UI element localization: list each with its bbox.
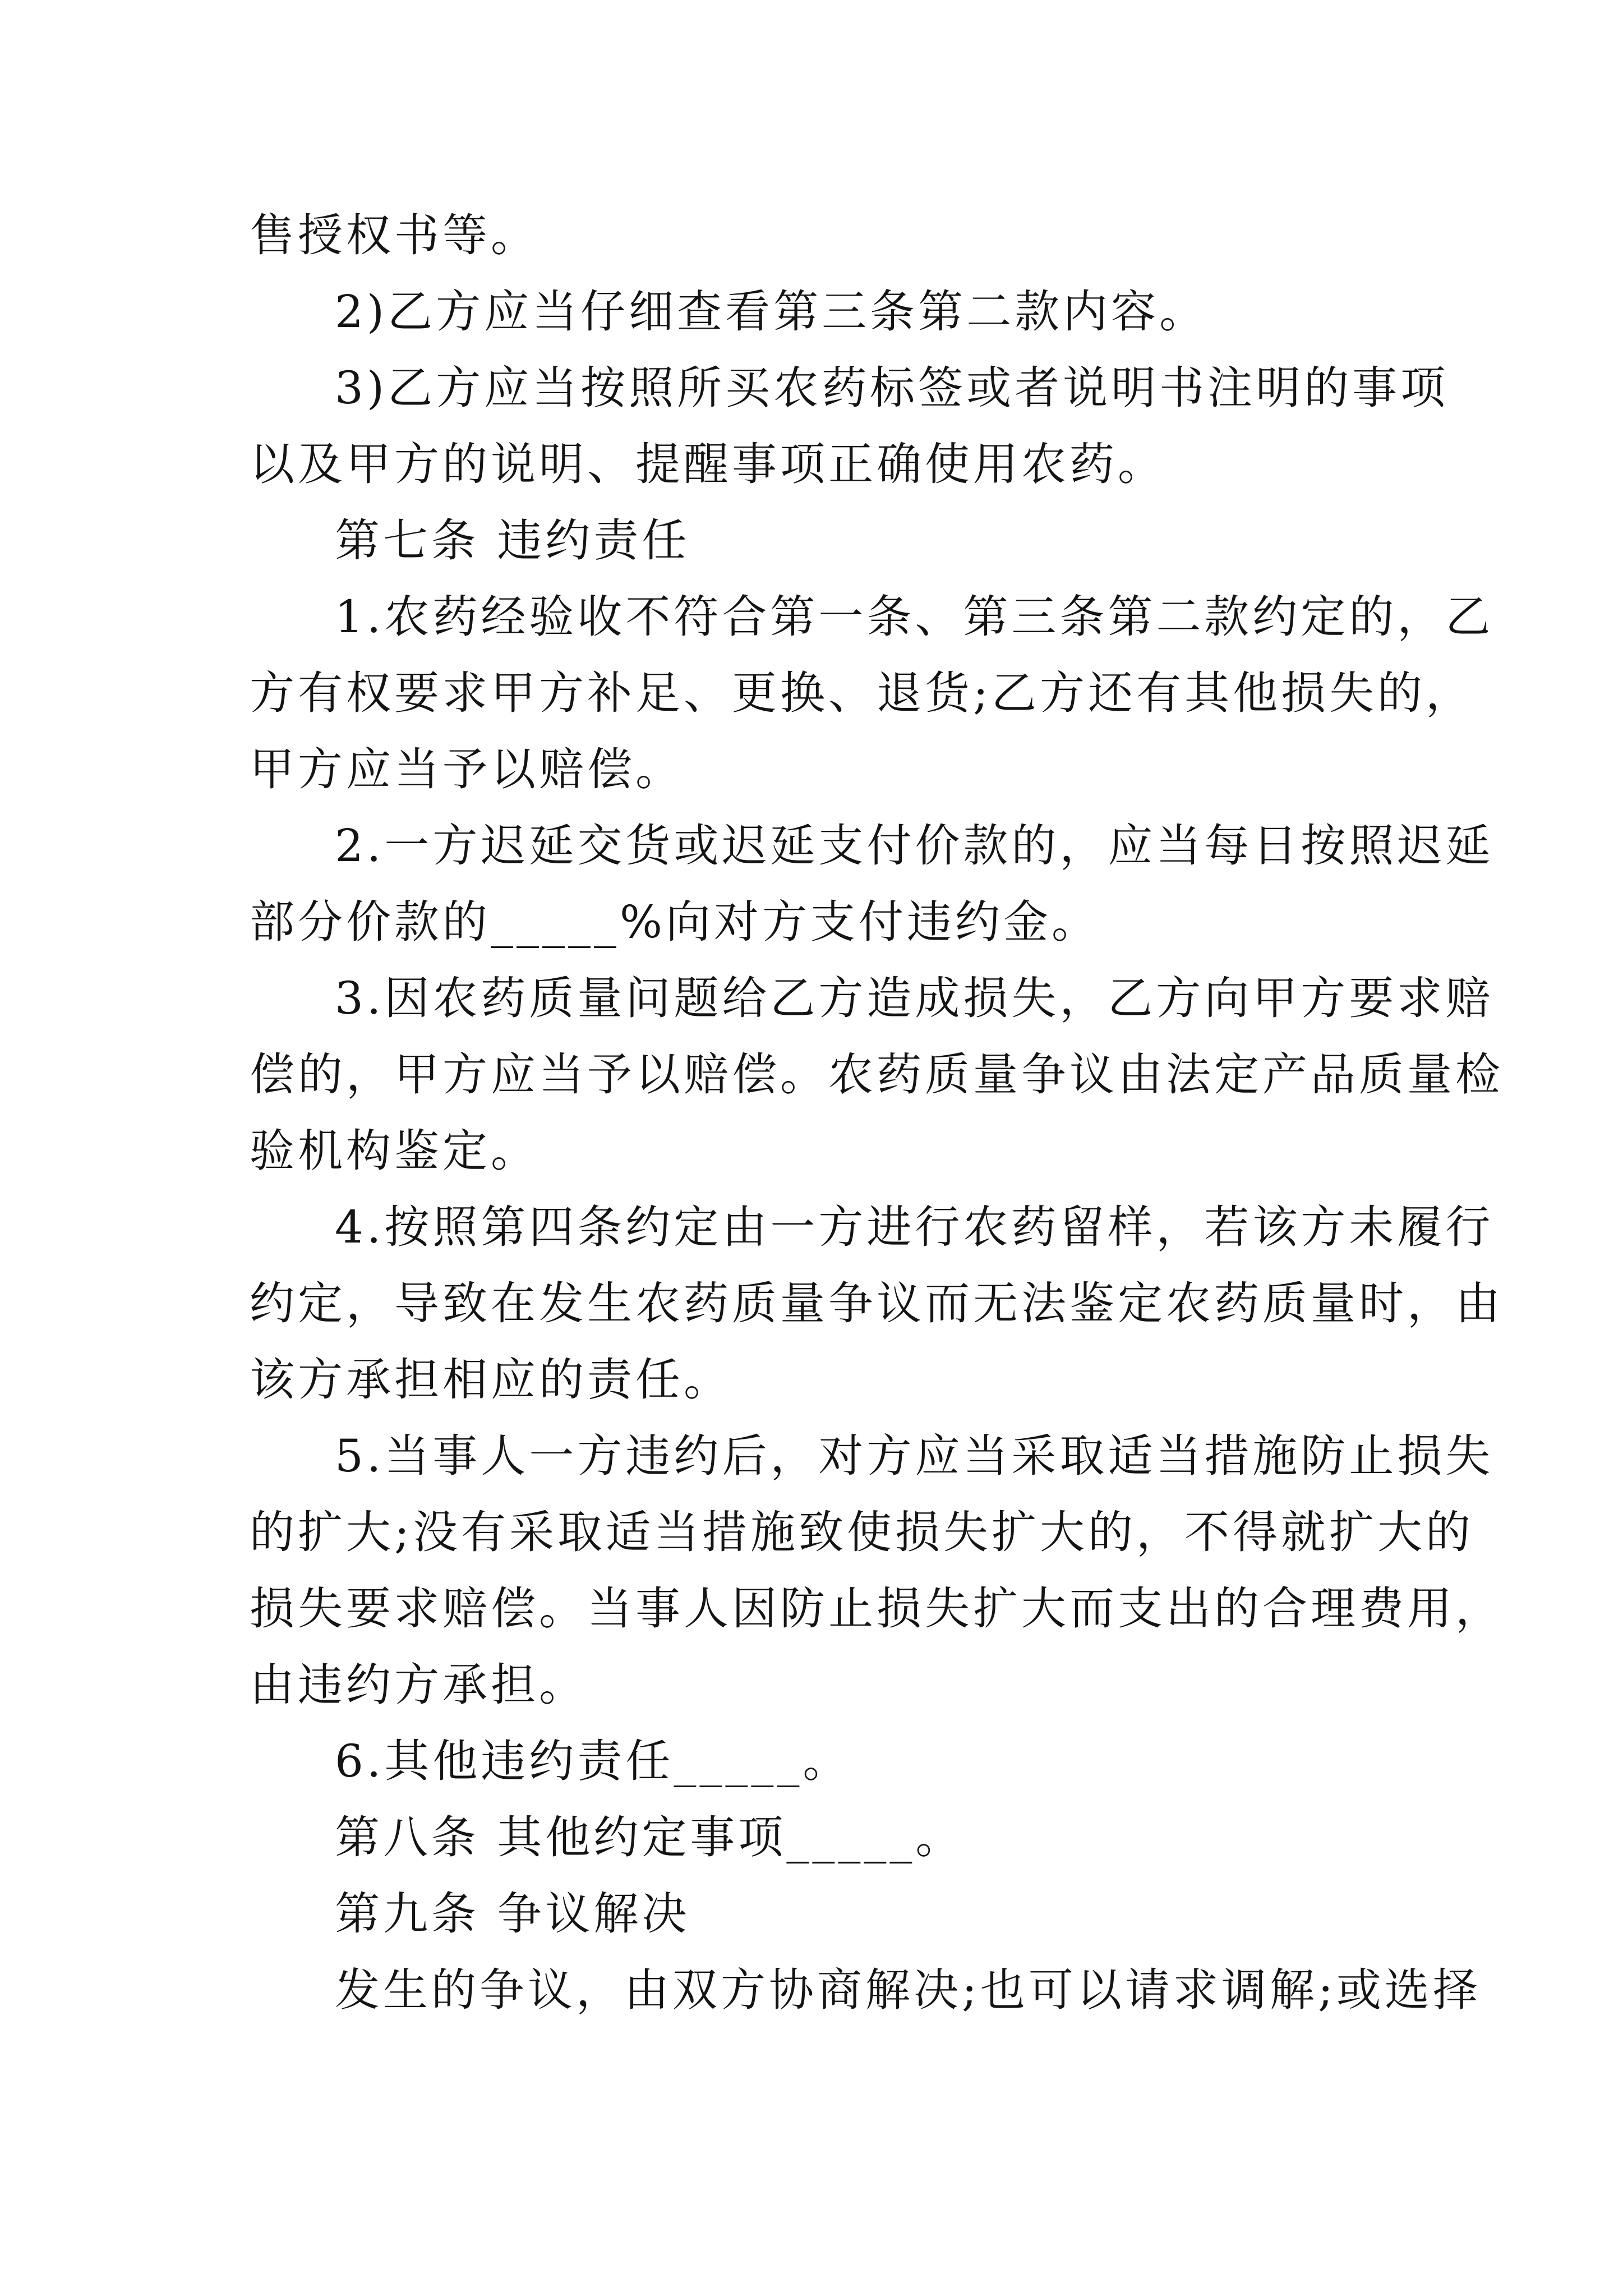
text-line: 4.按照第四条约定由一方进行农药留样，若该方未履行 (335, 1201, 1494, 1253)
section-heading-article-9: 第九条 争议解决 (335, 1888, 690, 1940)
contract-body-text (250, 197, 1504, 2028)
text-line: 售授权书等。 (250, 209, 539, 261)
text-line: 验机构鉴定。 (250, 1125, 539, 1177)
text-line: 6.其他违约责任_____。 (335, 1735, 851, 1787)
text-line: 方有权要求甲方补足、更换、退货;乙方还有其他损失的， (250, 667, 1474, 719)
text-line: 1.农药经验收不符合第一条、第三条第二款约定的，乙 (335, 591, 1494, 643)
text-line: 损失要求赔偿。当事人因防止损失扩大而支出的合理费用， (250, 1582, 1504, 1635)
section-heading-article-7: 第七条 违约责任 (335, 514, 690, 567)
text-line: 偿的，甲方应当予以赔偿。农药质量争议由法定产品质量检 (250, 1048, 1504, 1101)
text-line: 约定，导致在发生农药质量争议而无法鉴定农药质量时，由 (250, 1277, 1504, 1329)
text-line: 甲方应当予以赔偿。 (250, 743, 684, 795)
text-line: 2)乙方应当仔细查看第三条第二款内容。 (335, 286, 1208, 338)
text-line: 5.当事人一方违约后，对方应当采取适当措施防止损失 (335, 1430, 1494, 1482)
text-line: 3)乙方应当按照所买农药标签或者说明书注明的事项 (335, 362, 1449, 414)
text-line: 部分价款的_____%向对方支付违约金。 (250, 896, 1100, 948)
text-line: 以及甲方的说明、提醒事项正确使用农药。 (250, 438, 1166, 490)
text-line: 3.因农药质量问题给乙方造成损失，乙方向甲方要求赔 (335, 972, 1494, 1024)
text-line: 发生的争议，由双方协商解决;也可以请求调解;或选择 (335, 1964, 1481, 2016)
text-line: 由违约方承担。 (250, 1659, 587, 1711)
text-line: 的扩大;没有采取适当措施致使损失扩大的，不得就扩大的 (250, 1506, 1474, 1558)
text-line: 2.一方迟延交货或迟延支付价款的，应当每日按照迟延 (335, 820, 1494, 872)
section-heading-article-8: 第八条 其他约定事项_____。 (335, 1811, 964, 1864)
text-line: 该方承担相应的责任。 (250, 1354, 732, 1406)
